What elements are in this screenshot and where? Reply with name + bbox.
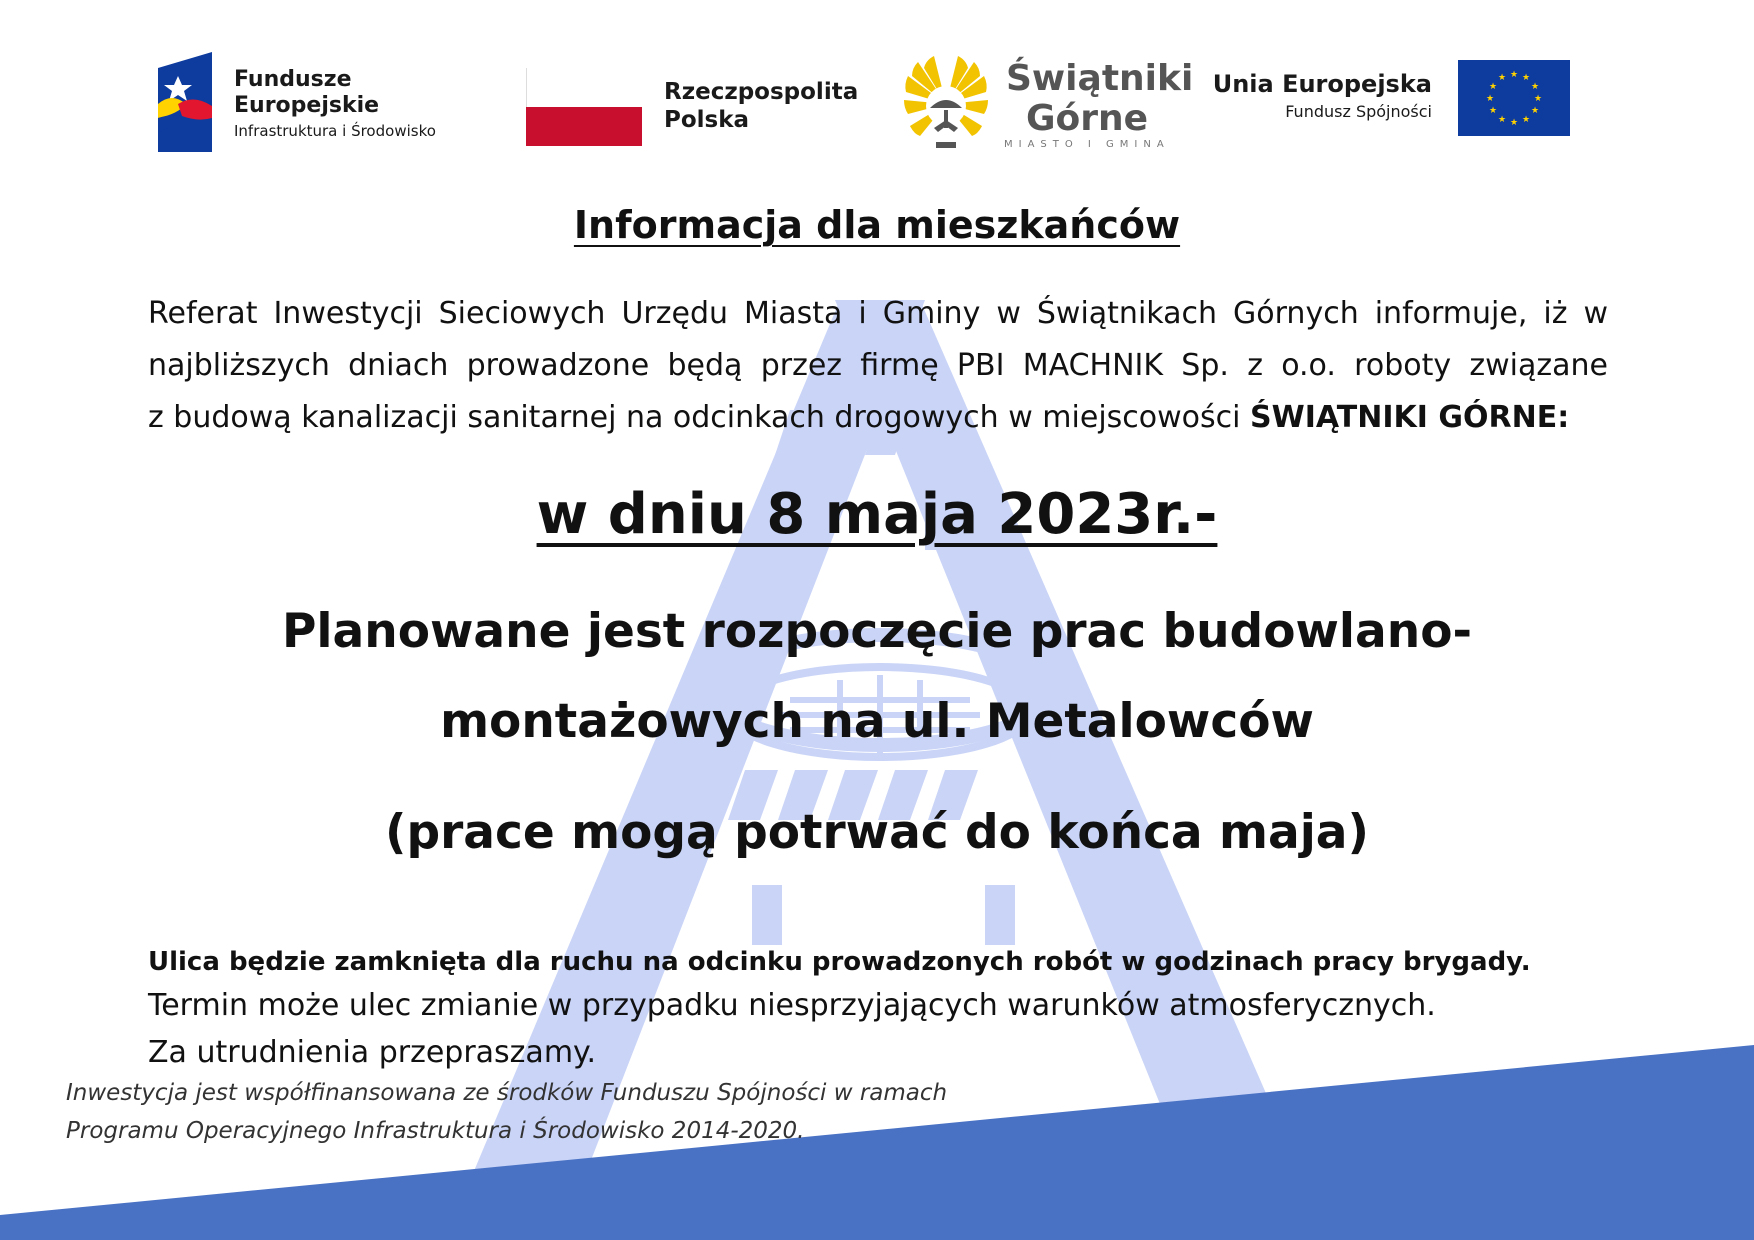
main-line-2: montażowych na ul. Metalowców [440, 694, 1314, 749]
svg-text:★: ★ [1530, 106, 1540, 116]
fe-line3: Infrastruktura i Środowisko [234, 122, 436, 140]
intro-place: ŚWIĄTNIKI GÓRNE: [1250, 400, 1570, 435]
logo-swiatniki-gorne [900, 56, 1194, 156]
main-line-3: (prace mogą potrwać do końca maja) [384, 805, 1370, 860]
cofinance-line-1: Inwestycja jest współfinansowana ze środków Funduszu Spójności w ramach [66, 1080, 948, 1106]
page-title: Informacja dla mieszkańców [573, 203, 1181, 247]
logo-fundusze-europejskie [158, 52, 458, 152]
svg-text:★: ★ [1530, 82, 1540, 92]
sg-line2: Górne [1026, 98, 1149, 139]
eu-flag-icon [1458, 60, 1570, 136]
notice-apology: Za utrudnienia przepraszamy. [148, 1035, 597, 1070]
sg-line3: MIASTO I GMINA [1004, 139, 1170, 150]
cofinance-line-2: Programu Operacyjnego Infrastruktura i Środowisko 2014-2020. [66, 1118, 805, 1144]
fe-flag-icon [158, 52, 212, 152]
ue-line2: Fundusz Spójności [1285, 102, 1432, 121]
notice-closure: Ulica będzie zamknięta dla ruchu na odcinku prowadzonych robót w godzinach pracy brygady. [148, 947, 1531, 977]
rp-line1: Rzeczpospolita [664, 79, 859, 105]
main-line-1: Planowane jest rozpoczęcie prac budowlano- [281, 604, 1472, 659]
intro-line-3-text: z budową kanalizacji sanitarnej na odcinkach drogowych w miejscowości [148, 400, 1251, 435]
date-heading: w dniu 8 maja 2023r.- [536, 482, 1218, 547]
svg-text:★: ★ [1497, 115, 1507, 125]
svg-text:★: ★ [1521, 73, 1531, 83]
fe-line1: Fundusze [234, 67, 352, 92]
rp-line2: Polska [664, 107, 750, 133]
sg-crest-icon [900, 56, 992, 152]
svg-text:★: ★ [1533, 94, 1543, 104]
svg-text:★: ★ [1488, 106, 1498, 116]
sg-line1: Świątniki [1006, 58, 1194, 99]
ue-line1: Unia Europejska [1212, 70, 1432, 98]
svg-text:★: ★ [1497, 73, 1507, 83]
notice-weather: Termin może ulec zmianie w przypadku niesprzyjających warunków atmosferycznych. [148, 988, 1436, 1023]
svg-text:★: ★ [1485, 94, 1495, 104]
intro-line-3 [148, 400, 1608, 435]
intro-line-1: Referat Inwestycji Sieciowych Urzędu Miasta i Gminy w Świątnikach Górnych informuje, iż w [148, 296, 1608, 331]
svg-text:★: ★ [1509, 118, 1519, 128]
svg-text:★: ★ [1521, 115, 1531, 125]
svg-text:★: ★ [1488, 82, 1498, 92]
intro-line-2: najbliższych dniach prowadzone będą przez firmę PBI MACHNIK Sp. z o.o. roboty związane [148, 348, 1608, 383]
svg-text:★: ★ [1509, 70, 1519, 80]
polish-flag-icon [526, 68, 642, 146]
fe-line2: Europejskie [234, 93, 380, 118]
logo-unia-europejska [1210, 60, 1570, 140]
logo-rzeczpospolita-polska [526, 68, 866, 148]
